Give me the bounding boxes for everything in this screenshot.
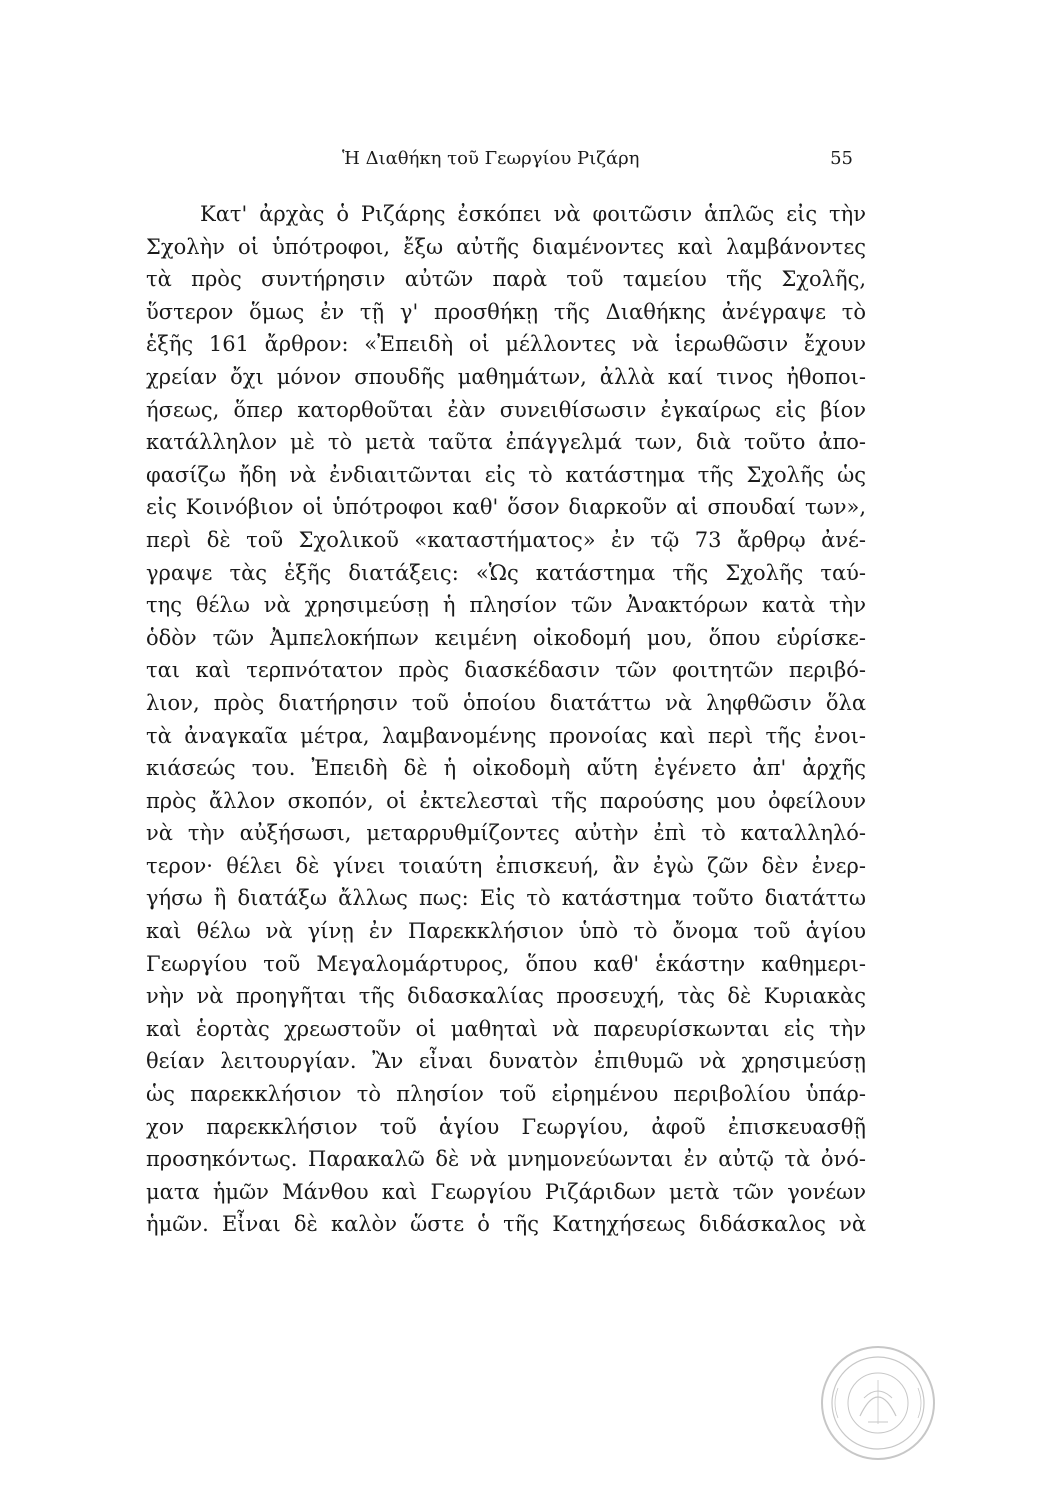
text-line: χρείαν ὄχι μόνον σπουδῆς μαθημάτων, ἀλλὰ καί τινος ἠθοποι- xyxy=(146,364,866,389)
running-head xyxy=(146,144,853,174)
text-line: ὁδὸν τῶν Ἀμπελοκήπων κειμένη οἰκοδομή μου, ὅπου εὑρίσκε- xyxy=(146,625,866,650)
text-line: ἡμῶν. Εἶναι δὲ καλὸν ὥστε ὁ τῆς Κατηχήσεως διδάσκαλος νὰ xyxy=(146,1212,866,1237)
text-line: γραψε τὰς ἑξῆς διατάξεις: «Ὡς κατάστημα τῆς Σχολῆς ταύ- xyxy=(146,560,866,585)
text-line: χον παρεκκλήσιον τοῦ ἁγίου Γεωργίου, ἀφοῦ ἐπισκευασθῇ xyxy=(146,1114,866,1139)
text-line: θείαν λειτουργίαν. Ἂν εἶναι δυνατὸν ἐπιθυμῶ νὰ χρησιμεύσῃ xyxy=(146,1049,866,1074)
text-line: κιάσεώς του. Ἐπειδὴ δὲ ἡ οἰκοδομὴ αὕτη ἐγένετο ἀπ' ἀρχῆς xyxy=(146,756,866,781)
text-line: Σχολὴν οἱ ὑπότροφοι, ἔξω αὐτῆς διαμένοντες καὶ λαμβάνοντες xyxy=(146,234,866,259)
text-line: Γεωργίου τοῦ Μεγαλομάρτυρος, ὅπου καθ' ἑκάστην καθημερι- xyxy=(146,951,866,976)
text-line: φασίζω ἤδη νὰ ἐνδιαιτῶνται εἰς τὸ κατάστημα τῆς Σχολῆς ὡς xyxy=(146,462,866,487)
text-line: τὰ πρὸς συντήρησιν αὐτῶν παρὰ τοῦ ταμείου τῆς Σχολῆς, xyxy=(146,267,866,292)
text-line xyxy=(146,1274,866,1307)
text-line: εἰς Κοινόβιον οἱ ὑπότροφοι καθ' ὅσον διαρκοῦν αἱ σπουδαί των», xyxy=(146,495,866,520)
body-text xyxy=(146,198,866,1306)
text-line: τερον· θέλει δὲ γίνει τοιαύτη ἐπισκευή, ἂν ἐγὼ ζῶν δὲν ἐνερ- xyxy=(146,853,866,878)
text-line: Κατ' ἀρχὰς ὁ Ριζάρης ἐσκόπει νὰ φοιτῶσιν ἁπλῶς εἰς τὴν xyxy=(200,202,866,226)
text-line: κατάλληλον μὲ τὸ μετὰ ταῦτα ἐπάγγελμά των, διὰ τοῦτο ἀπο- xyxy=(146,430,866,455)
text-line: ἑξῆς 161 ἄρθρον: «Ἐπειδὴ οἱ μέλλοντες νὰ ἱερωθῶσιν ἔχουν xyxy=(146,332,866,357)
page-number: 55 xyxy=(830,148,853,169)
text-line: ὕστερον ὅμως ἐν τῇ γ' προσθήκῃ τῆς Διαθήκης ἀνέγραψε τὸ xyxy=(146,299,866,324)
text-line xyxy=(146,1241,866,1274)
text-line: ήσεως, ὅπερ κατορθοῦται ἐὰν συνειθίσωσιν ἐγκαίρως εἰς βίον xyxy=(146,397,866,422)
text-line: ται καὶ τερπνότατον πρὸς διασκέδασιν τῶν φοιτητῶν περιβό- xyxy=(146,658,866,683)
text-line: ὡς παρεκκλήσιον τὸ πλησίον τοῦ εἰρημένου περιβολίου ὑπάρ- xyxy=(146,1082,866,1107)
text-line: γήσω ἢ διατάξω ἄλλως πως: Εἰς τὸ κατάστημα τοῦτο διατάττω xyxy=(146,886,866,911)
text-line: της θέλω νὰ χρησιμεύσῃ ἡ πλησίον τῶν Ἀνακτόρων κατὰ τὴν xyxy=(146,593,866,618)
running-title: Ἡ Διαθήκη τοῦ Γεωργίου Ριζάρη xyxy=(342,148,640,169)
text-line: περὶ δὲ τοῦ Σχολικοῦ «καταστήματος» ἐν τῷ 73 ἄρθρῳ ἀνέ- xyxy=(146,527,866,552)
text-line: πρὸς ἄλλον σκοπόν, οἱ ἐκτελεσταὶ τῆς παρούσης μου ὀφείλουν xyxy=(146,788,866,813)
university-seal-icon xyxy=(818,1318,938,1488)
text-line: ματα ἡμῶν Μάνθου καὶ Γεωργίου Ριζάριδων μετὰ τῶν γονέων xyxy=(146,1179,866,1204)
text-line: καὶ θέλω νὰ γίνῃ ἐν Παρεκκλήσιον ὑπὸ τὸ ὄνομα τοῦ ἁγίου xyxy=(146,919,866,944)
text-line: καὶ ἑορτὰς χρεωστοῦν οἱ μαθηταὶ νὰ παρευρίσκωνται εἰς τὴν xyxy=(146,1016,866,1041)
text-line: τὰ ἀναγκαῖα μέτρα, λαμβανομένης προνοίας καὶ περὶ τῆς ἐνοι- xyxy=(146,723,866,748)
text-line: λιον, πρὸς διατήρησιν τοῦ ὁποίου διατάττω νὰ ληφθῶσιν ὅλα xyxy=(146,690,866,715)
text-line: νὰ τὴν αὐξήσωσι, μεταρρυθμίζοντες αὐτὴν ἐπὶ τὸ καταλληλό- xyxy=(146,821,866,846)
text-line: προσηκόντως. Παρακαλῶ δὲ νὰ μνημονεύωνται ἐν αὐτῷ τὰ ὀνό- xyxy=(146,1147,866,1172)
text-line: νὴν νὰ προηγῆται τῆς διδασκαλίας προσευχή, τὰς δὲ Κυριακὰς xyxy=(146,984,866,1009)
